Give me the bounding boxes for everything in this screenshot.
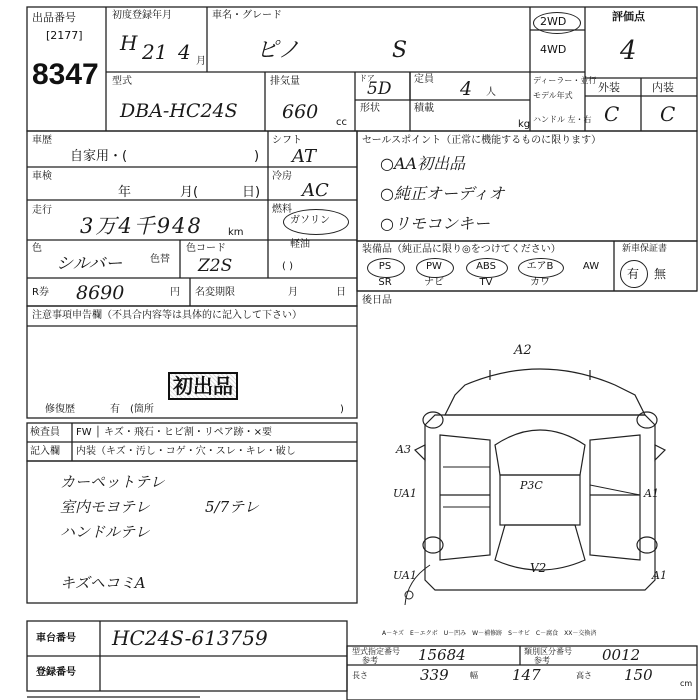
equip-pw: PW [426,261,442,272]
load-label: 積載 [414,103,434,114]
mileage-label: 走行 [32,205,52,216]
warranty-yes: 有 [627,267,640,281]
inspection-year: 年 [118,185,132,200]
warranty-no: 無 [654,267,667,281]
length-value: 339 [420,666,449,684]
lot-number: 8347 [32,58,99,91]
recycle-label: R券 [32,287,49,298]
car-history-value: 自家用・( [70,149,128,164]
inspection-day: 日) [242,185,261,200]
recycle-value: 8690 [76,282,125,304]
color-value: シルバー [56,254,123,274]
width-label: 幅 [470,671,478,680]
score-value: 4 [620,36,637,66]
first-reg-label: 初度登録年月 [112,10,172,21]
remark-line: カーペットテレ [60,473,165,491]
repair-close: ) [340,404,344,415]
sales-point: ○AA初出品 [380,154,466,173]
equip-navi: ナビ [424,277,444,288]
fuel-gasoline: ガソリン [290,215,330,226]
car-history-close: ) [254,149,260,164]
inspector-label: 検査員 [30,427,60,438]
fuel-label: 燃料 [272,204,292,215]
shift-value: AT [292,146,317,167]
width-value: 147 [512,666,541,684]
type-value: DBA-HC24S [120,100,238,122]
fuel-paren: ( ) [282,261,293,272]
color-code-value: Z2S [198,256,233,276]
remark-line: 室内モヨテレ [60,498,150,516]
equip-aw: AW [582,261,600,272]
color-label: 色 [32,243,42,254]
equip-abs: ABS [476,261,496,272]
grade: S [392,38,408,63]
damage-mark: UA1 [393,569,417,582]
class-label: 類別区分番号 [524,647,572,656]
displacement-value: 660 [282,101,319,123]
inspection-month: 月( [180,185,199,200]
sales-point: ○純正オーディオ [380,184,505,203]
type-cert-sub: 参考 [362,656,378,665]
model-label: 車名・グレード [212,10,282,21]
class-sub: 参考 [534,656,550,665]
dim-unit: cm [680,679,693,688]
height-value: 150 [624,666,653,684]
lot-code: [2177] [46,29,83,42]
chassis-value: HC24S-613759 [112,626,268,650]
drive-2wd: 2WD [540,15,567,28]
remark-line: ハンドルテレ [60,523,150,541]
inspector-row2: 内装（キズ・汚し・コゲ・穴・スレ・キレ・破し [76,446,296,457]
equipment-label: 装備品（純正品に限り◎をつけてください） [362,244,561,255]
repair-value: 有 [110,404,120,415]
ac-label: 冷房 [272,171,292,182]
ac-value: AC [302,180,329,201]
handle-label: ハンドル 左・右 [533,115,592,124]
capacity-label: 定員 [414,74,434,85]
car-history-label: 車歴 [32,135,52,146]
damage-mark: A2 [514,343,532,358]
capacity-unit: 人 [486,87,496,98]
equip-tv: TV [479,277,493,288]
lot-label: 出品番号 [32,11,76,24]
inspection-label: 車検 [32,171,52,182]
damage-mark: A1 [644,487,659,500]
damage-mark: A1 [652,569,667,582]
type-label: 型式 [112,76,132,87]
equip-airbag: エアB [526,261,554,272]
first-reg-year: 21 [142,40,168,64]
ext-label: 外装 [598,81,620,94]
length-label: 長さ [352,671,368,680]
ext-value: C [604,102,620,126]
title-limit-month: 月 [288,287,298,298]
model-year-label: モデル年式 [533,91,573,100]
dealer-label: ディーラー・並行 [533,76,597,85]
recycle-unit: 円 [170,287,180,298]
shift-label: シフト [272,135,302,146]
score-label: 評価点 [612,10,645,23]
displacement-unit: cc [336,117,347,128]
damage-mark: UA1 [393,487,417,500]
repair-label: 修復歴 [45,404,75,415]
mileage-unit: km [228,227,244,238]
repair-paren: (箇所 [130,404,154,415]
inspector-row1: FW │ キズ・飛石・ヒビ割・リペア跡・×要 [76,427,272,438]
mileage-value: 3万4千948 [80,214,203,238]
first-reg-era: H [120,31,138,55]
first-listing-stamp: 初出品 [168,372,238,400]
fuel-diesel: 軽油 [290,239,310,250]
color-change-label: 色替 [150,254,170,265]
doors-label: ドア [359,74,375,83]
height-label: 高さ [576,671,592,680]
load-unit: kg [518,119,531,130]
title-limit-label: 名変期限 [195,287,235,298]
entry-label: 記入欄 [30,446,60,457]
int-label: 内装 [652,81,674,94]
remark-side: 5/7テレ [205,498,259,516]
drive-4wd: 4WD [540,43,567,56]
damage-mark: A3 [396,443,411,456]
capacity-value: 4 [460,78,473,100]
sales-label: セールスポイント（正常に機能するものに限ります） [362,135,602,146]
warranty-label: 新車保証書 [622,244,668,254]
damage-mark: V2 [530,561,547,575]
shape-label: 形状 [360,103,380,114]
damage-mark: P3C [520,479,543,492]
first-reg-month: 4 [178,40,191,64]
class-value: 0012 [602,646,641,664]
displacement-label: 排気量 [270,76,300,87]
title-limit-day: 日 [336,287,346,298]
caution-label: 注意事項申告欄（不具合内容等は具体的に記入して下さい） [32,310,302,321]
sales-point: ○リモコンキー [380,214,490,233]
type-cert-value: 15684 [418,646,466,664]
int-value: C [660,102,676,126]
damage-legend: A－キズ E－エクボ U－凹み W－補修跡 S－サビ C－腐食 XX－交換済 [382,630,597,637]
remark-line: キズヘコミA [60,574,146,592]
equip-ps: PS [378,261,392,272]
chassis-label: 車台番号 [36,633,76,644]
equip-sr: SR [378,277,392,288]
model-name: ピノ [256,38,300,63]
registration-label: 登録番号 [36,667,76,678]
type-cert-label: 型式指定番号 [352,647,400,656]
doors-value: 5D [367,79,392,99]
first-reg-month-unit: 月 [196,56,206,67]
later-items-label: 後日品 [362,295,392,306]
color-code-label: 色コード [186,243,226,254]
equip-leather: カワ [530,277,550,288]
